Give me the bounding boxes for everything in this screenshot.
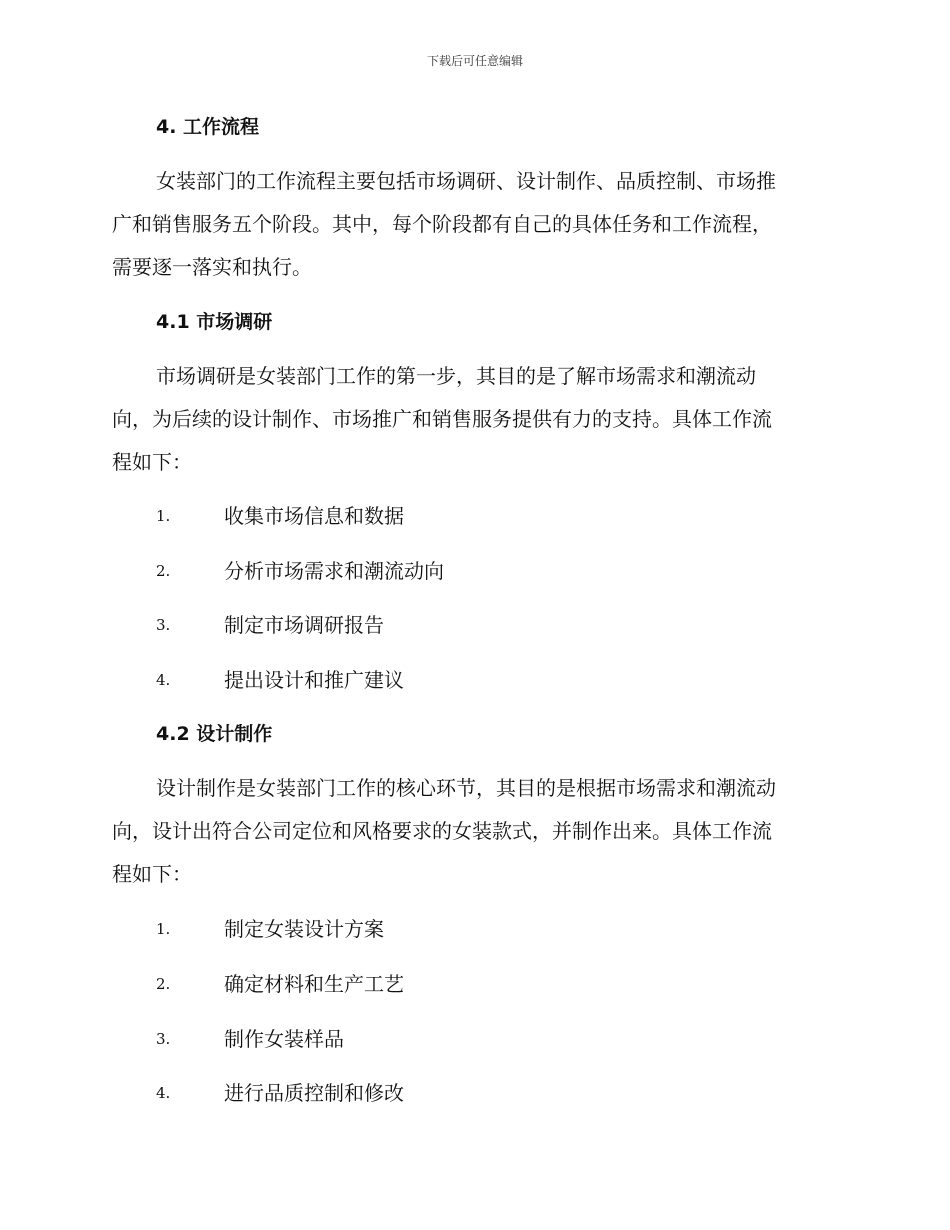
section-4-paragraph: [112, 160, 836, 289]
section-4-1-paragraph: [112, 355, 836, 484]
paragraph-line: 需要逐一落实和执行。: [112, 255, 312, 279]
section-heading-4-2: 4.2 设计制作: [156, 723, 273, 745]
section-heading-4: 4. 工作流程: [156, 116, 260, 138]
paragraph-line: 向，为后续的设计制作、市场推广和销售服务提供有力的支持。具体工作流: [112, 407, 772, 431]
list-text: 制作女装样品: [224, 1027, 344, 1051]
list-number: 2.: [156, 562, 171, 580]
list-text: 提出设计和推广建议: [224, 668, 404, 692]
list-number: 2.: [156, 975, 171, 993]
paragraph-line: 广和销售服务五个阶段。其中，每个阶段都有自己的具体任务和工作流程，: [112, 212, 772, 236]
paragraph-line: 向，设计出符合公司定位和风格要求的女装款式，并制作出来。具体工作流: [112, 819, 772, 843]
section-heading-4-1: 4.1 市场调研: [156, 311, 273, 333]
list-text: 收集市场信息和数据: [224, 504, 404, 528]
list-number: 1.: [156, 920, 171, 938]
list-number: 3.: [156, 1030, 171, 1048]
paragraph-line: 市场调研是女装部门工作的第一步，其目的是了解市场需求和潮流动: [156, 364, 756, 388]
list-number: 4.: [156, 671, 171, 689]
list-text: 制定女装设计方案: [224, 917, 384, 941]
paragraph-line: 设计制作是女装部门工作的核心环节，其目的是根据市场需求和潮流动: [156, 776, 776, 800]
paragraph-line: 程如下：: [112, 450, 192, 474]
list-text: 确定材料和生产工艺: [224, 972, 404, 996]
paragraph-line: 程如下：: [112, 862, 192, 886]
list-number: 4.: [156, 1084, 171, 1102]
list-number: 1.: [156, 507, 171, 525]
list-text: 分析市场需求和潮流动向: [224, 559, 444, 583]
page-header: 下载后可任意编辑: [426, 54, 523, 68]
list-text: 制定市场调研报告: [224, 613, 384, 637]
paragraph-line: 女装部门的工作流程主要包括市场调研、设计制作、品质控制、市场推: [156, 169, 776, 193]
list-text: 进行品质控制和修改: [224, 1081, 404, 1105]
list-number: 3.: [156, 616, 171, 634]
section-4-2-paragraph: [112, 767, 836, 896]
